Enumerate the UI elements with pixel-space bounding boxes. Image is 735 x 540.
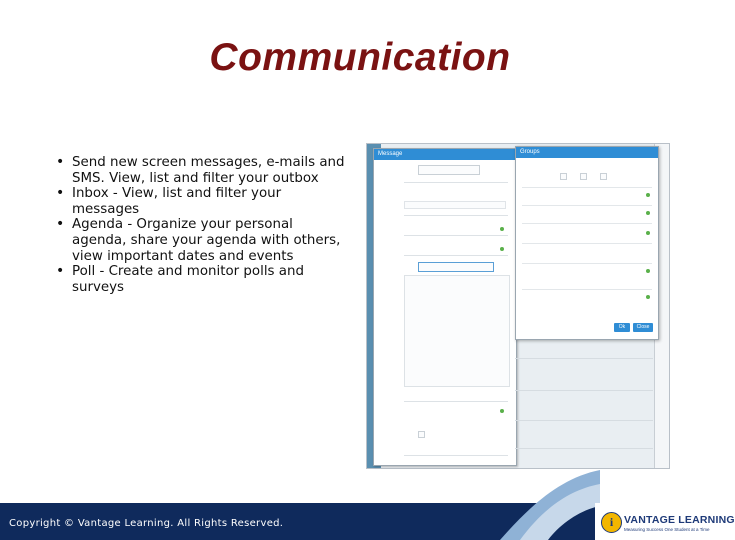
bullet-poll: • Poll - Create and monitor polls and surveys	[56, 264, 346, 295]
brand-tagline: Measuring Success One Student at a Time	[624, 527, 710, 532]
divider	[522, 289, 652, 290]
message-type-select[interactable]	[418, 165, 480, 175]
add-group-icon[interactable]	[646, 231, 650, 235]
add-group-icon[interactable]	[646, 269, 650, 273]
divider	[404, 401, 508, 402]
app-screenshot	[366, 143, 670, 469]
brand-logo	[595, 503, 735, 540]
add-attachment-icon[interactable]	[500, 409, 504, 413]
message-body-field[interactable]	[404, 275, 510, 387]
bullet-agenda: • Agenda - Organize your personal agenda, share your agenda with others, view important dates and events	[56, 217, 346, 264]
group-checkbox[interactable]	[580, 173, 587, 180]
bullet-inbox: • Inbox - View, list and filter your messages	[56, 186, 346, 217]
brand-name: VANTAGE LEARNING	[624, 514, 735, 526]
divider	[404, 215, 508, 216]
bullet-send-messages: • Send new screen messages, e-mails and SMS. View, list and filter your outbox	[56, 155, 346, 186]
divider	[522, 243, 652, 244]
list-row-divider	[515, 448, 653, 449]
add-group-icon[interactable]	[646, 211, 650, 215]
add-group-icon[interactable]	[646, 295, 650, 299]
divider	[404, 455, 508, 456]
message-window-title: Message	[374, 149, 516, 160]
vantage-logo-icon: i	[601, 512, 622, 533]
address-field[interactable]	[418, 262, 494, 272]
list-row-divider	[515, 420, 653, 421]
add-cc-icon[interactable]	[500, 247, 504, 251]
divider	[522, 223, 652, 224]
add-recipient-icon[interactable]	[500, 227, 504, 231]
group-checkbox[interactable]	[560, 173, 567, 180]
close-button[interactable]: Close	[633, 323, 653, 332]
divider	[404, 255, 508, 256]
footer-swoosh	[500, 466, 600, 540]
slide-title: Communication	[209, 36, 511, 79]
group-checkbox[interactable]	[600, 173, 607, 180]
divider	[522, 187, 652, 188]
divider	[522, 205, 652, 206]
subject-field[interactable]	[404, 201, 506, 209]
feature-bullet-list	[56, 155, 346, 295]
divider	[404, 235, 508, 236]
list-row-divider	[515, 358, 653, 359]
add-group-icon[interactable]	[646, 193, 650, 197]
copyright-text: Copyright © Vantage Learning. All Rights Reserved.	[9, 518, 284, 529]
request-receipt-checkbox[interactable]	[418, 431, 425, 438]
ok-button[interactable]: Ok	[614, 323, 630, 332]
divider	[522, 263, 652, 264]
divider	[404, 182, 508, 183]
list-row-divider	[515, 390, 653, 391]
message-window	[373, 148, 517, 466]
groups-window-title: Groups	[516, 147, 658, 158]
groups-window	[515, 146, 659, 340]
